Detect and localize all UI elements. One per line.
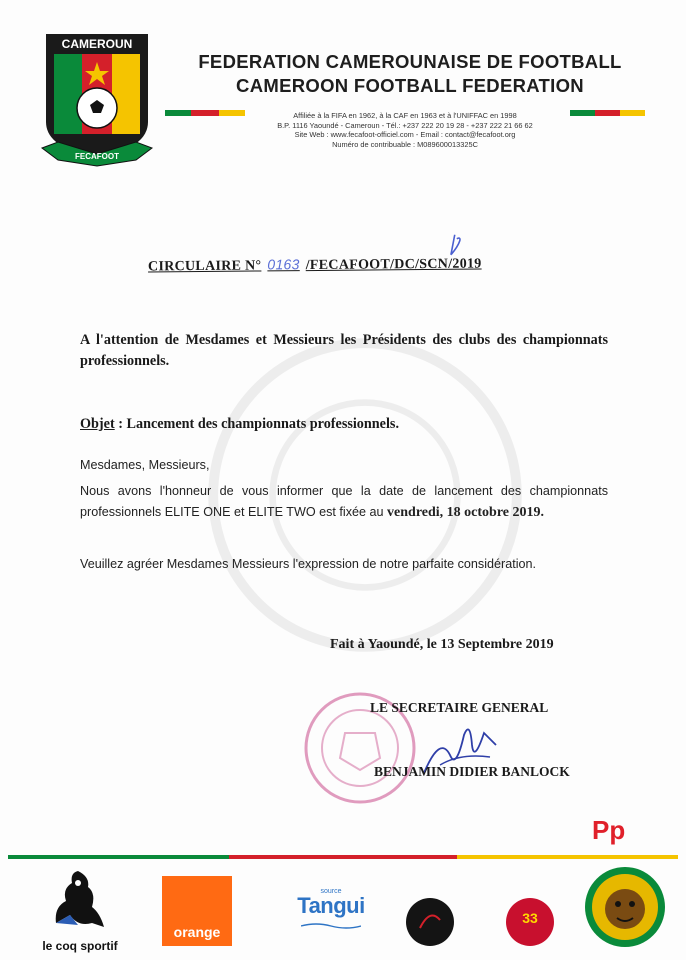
ink-initial-icon [446,233,464,259]
wave-icon [301,922,361,930]
tangui-logo [287,888,375,938]
circular-number: 0163 [267,256,300,273]
contact-line: Numéro de contribuable : M089600013325C [332,139,478,149]
launch-date: vendredi, 18 octobre 2019. [387,505,545,520]
closing-paragraph: Veuillez agréer Mesdames Messieurs l'expression de notre parfaite considération. [80,557,537,571]
footer-divider [8,855,678,859]
circular-reference [148,255,482,276]
title-french: FEDERATION CAMEROUNAISE DE FOOTBALL [198,51,622,72]
orange-logo [162,876,232,946]
contact-block [230,111,580,149]
lion-logo-icon [584,866,666,948]
black-sponsor-logo [406,898,454,946]
coq-label: le coq sportif [42,939,118,953]
contact-line: Site Web : www.fecafoot-officiel.com - Email : contact@fecafoot.org [294,130,516,140]
attention-line: A l'attention de Mesdames et Messieurs les Présidents des clubs des championnats professionnels. [80,332,608,369]
place-date: Fait à Yaoundé, le 13 Septembre 2019 [330,637,554,652]
contact-line: B.P. 1116 Yaoundé - Cameroun - Tél.: +237 222 20 19 28 - +237 222 21 66 62 [277,120,533,130]
crest-top-label: CAMEROUN [61,37,133,51]
main-paragraph [80,481,608,523]
le-coq-sportif-logo [30,867,130,955]
circular-prefix: CIRCULAIRE N° [147,258,262,275]
tangui-label: Tangui [297,893,365,918]
subject-line [80,414,608,435]
flag-bar-right [570,110,645,116]
tangui-source-label: source [320,888,342,895]
salutation: Mesdames, Messieurs, [80,458,210,472]
title-english: CAMEROON FOOTBALL FEDERATION [236,75,584,96]
subject-text: : Lancement des championnats professionnels. [118,416,399,432]
orange-label: orange [173,924,221,940]
fecafoot-crest-icon [40,30,154,170]
33-export-logo [506,898,554,946]
signatory-name: BENJAMIN DIDIER BANLOCK [374,764,570,779]
signatory-role: LE SECRETAIRE GENERAL [370,700,549,715]
subject-label: Objet [80,416,115,432]
emblem-icon [406,898,454,946]
crest-bottom-label: FECAFOOT [75,152,119,161]
main-paragraph-text: Nous avons l'honneur de vous informer que la date de lancement des championnats professionnels ELITE ONE et ELITE TWO est fixée au [80,484,608,519]
33-label: 33 [522,910,538,926]
federation-title [160,50,660,98]
rooster-icon [48,867,112,937]
pp-mark: Pp [592,815,626,845]
sponsor-strip [0,862,686,958]
contact-line: Affiliée à la FIFA en 1962, à la CAF en 1963 et à l'UNIFFAC en 1998 [293,111,517,120]
circular-suffix: /FECAFOOT/DC/SCN/2019 [305,256,482,274]
